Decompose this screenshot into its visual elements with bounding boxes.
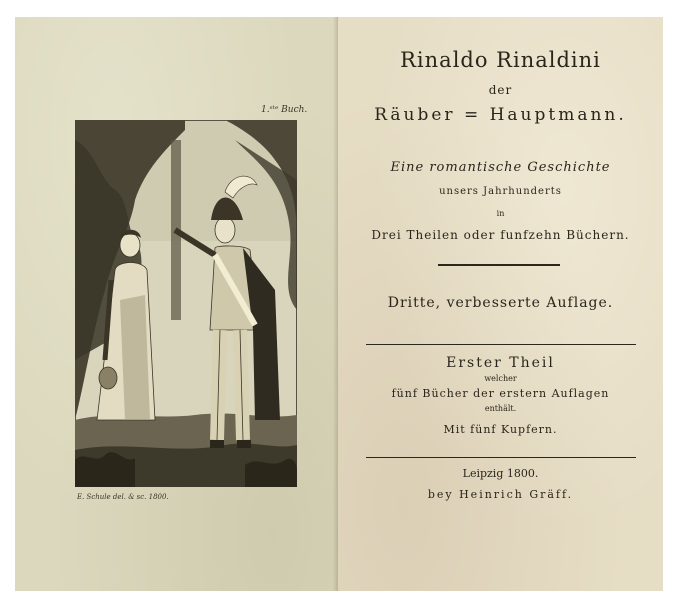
- short-divider: [438, 264, 560, 266]
- book-subtitle: Räuber = Hauptmann.: [374, 105, 627, 125]
- description-line-2: unsers Jahrhunderts: [439, 186, 562, 197]
- part-heading: Erster Theil: [446, 355, 555, 371]
- books-line: fünf Bücher der erstern Auflagen: [391, 387, 610, 400]
- left-page: [15, 17, 338, 591]
- description-line-1: Eine romantische Geschichte: [390, 160, 611, 175]
- contains-text: enthält.: [484, 404, 517, 413]
- imprint-publisher: bey Heinrich Gräff.: [427, 488, 574, 501]
- description-line-4: Drei Theilen oder funfzehn Büchern.: [371, 228, 630, 242]
- description-line-3: in: [496, 209, 505, 218]
- edition-statement: Dritte, verbesserte Auflage.: [387, 295, 614, 311]
- divider-top: [366, 344, 636, 345]
- title-connector: der: [488, 83, 513, 97]
- divider-bottom: [366, 457, 636, 458]
- book-spread: [15, 17, 663, 591]
- book-title: Rinaldo Rinaldini: [400, 48, 601, 72]
- welcher-text: welcher: [484, 374, 517, 383]
- imprint-place-date: Leipzig 1800.: [462, 467, 539, 480]
- plates-note: Mit fünf Kupfern.: [443, 423, 558, 436]
- frontispiece-engraving: [75, 120, 297, 487]
- title-page: [338, 17, 663, 591]
- engraver-credit: E. Schule del. & sc. 1800.: [77, 493, 169, 501]
- plate-label: 1.ˢᵗᵉ Buch.: [261, 105, 308, 115]
